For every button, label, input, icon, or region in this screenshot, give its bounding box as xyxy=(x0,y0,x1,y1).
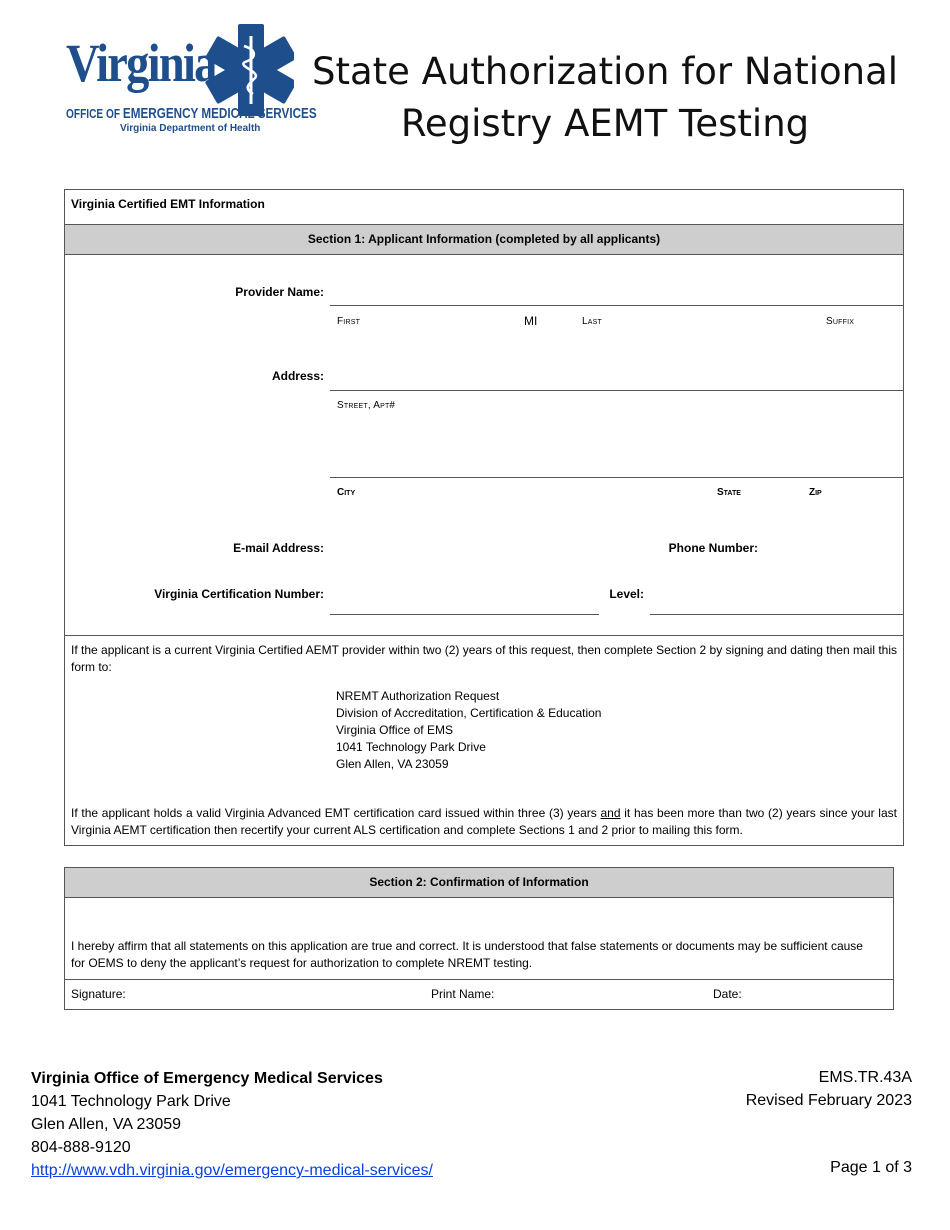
logo-wordmark: Virginia xyxy=(66,33,216,93)
footer-website-link[interactable]: http://www.vdh.virginia.gov/emergency-medical-services/ xyxy=(31,1162,433,1179)
print-name-label: Print Name: xyxy=(431,987,495,1001)
affirmation-text: I hereby affirm that all statements on this application are true and correct. It is understood that false statements or documents may be sufficient cause for OEMS to deny the applicant’s request for authorization to complete NREMT testing. xyxy=(71,939,863,970)
instructions-paragraph-2: If the applicant holds a valid Virginia Advanced EMT certification card issued within three (3) years and it has been more than two (2) years since your last Virginia AEMT certification then recertify your current ALS certification and complete Sections 1 and 2 prior to mailing this form. xyxy=(71,806,897,837)
phone-field[interactable] xyxy=(765,560,903,561)
email-field[interactable] xyxy=(330,560,660,561)
mail-address-line: Virginia Office of EMS xyxy=(336,723,453,737)
revision-date: Revised February 2023 xyxy=(745,1092,912,1109)
email-label: E-mail Address: xyxy=(233,541,324,555)
footer-street: 1041 Technology Park Drive xyxy=(31,1093,231,1110)
vdh-oems-logo xyxy=(62,22,317,140)
city-state-zip-field[interactable] xyxy=(330,477,903,478)
mail-address-line: Division of Accreditation, Certification & Education xyxy=(336,706,602,720)
address-label: Address: xyxy=(271,369,324,383)
cert-number-label: Virginia Certification Number: xyxy=(154,587,324,601)
provider-name-field[interactable] xyxy=(330,305,903,306)
logo-department: Virginia Department of Health xyxy=(120,123,261,134)
section1-header: Section 1: Applicant Information (completed by all applicants) xyxy=(65,224,903,255)
section1-divider xyxy=(65,635,903,636)
level-label: Level: xyxy=(609,587,644,601)
applicant-information-box xyxy=(64,189,904,846)
street-field[interactable] xyxy=(330,390,903,391)
mail-address-line: Glen Allen, VA 23059 xyxy=(336,757,449,771)
form-id: EMS.TR.43A xyxy=(818,1069,912,1086)
city-caption: City xyxy=(337,487,356,498)
mail-address-line: NREMT Authorization Request xyxy=(336,689,500,703)
mi-caption: MI xyxy=(524,314,538,328)
page-title-line2: Registry AEMT Testing xyxy=(400,102,810,145)
state-caption: State xyxy=(717,487,741,498)
emt-info-label: Virginia Certified EMT Information xyxy=(71,197,265,211)
date-label: Date: xyxy=(713,987,742,1001)
page-title-line1: State Authorization for National xyxy=(311,50,899,93)
last-name-caption: Last xyxy=(582,316,602,327)
signature-field[interactable] xyxy=(145,980,425,1008)
footer-org-block xyxy=(31,1067,433,1182)
date-field[interactable] xyxy=(755,980,885,1008)
footer-city: Glen Allen, VA 23059 xyxy=(31,1116,182,1133)
cert-number-field[interactable] xyxy=(330,614,599,615)
first-name-caption: First xyxy=(337,316,361,327)
print-name-field[interactable] xyxy=(505,980,705,1008)
logo-office-of: OFFICE OF EMERGENCY MEDICAL SERVICES xyxy=(66,105,317,122)
footer-org-name: Virginia Office of Emergency Medical Services xyxy=(31,1070,383,1087)
provider-name-label: Provider Name: xyxy=(235,285,324,299)
page-number: Page 1 of 3 xyxy=(830,1159,912,1176)
mailing-address xyxy=(336,688,601,773)
phone-label: Phone Number: xyxy=(668,541,758,555)
suffix-caption: Suffix xyxy=(826,316,855,327)
street-caption: Street, Apt# xyxy=(337,400,396,411)
instructions-paragraph-1: If the applicant is a current Virginia Certified AEMT provider within two (2) years of this request, then complete Section 2 by signing and dating then mail this form to: xyxy=(71,643,897,674)
section2-header: Section 2: Confirmation of Information xyxy=(65,867,893,898)
mail-address-line: 1041 Technology Park Drive xyxy=(336,740,486,754)
level-field[interactable] xyxy=(650,614,903,615)
footer-phone: 804-888-9120 xyxy=(31,1139,131,1156)
confirmation-box xyxy=(64,867,894,1010)
zip-caption: Zip xyxy=(809,487,822,498)
signature-label: Signature: xyxy=(71,987,126,1001)
